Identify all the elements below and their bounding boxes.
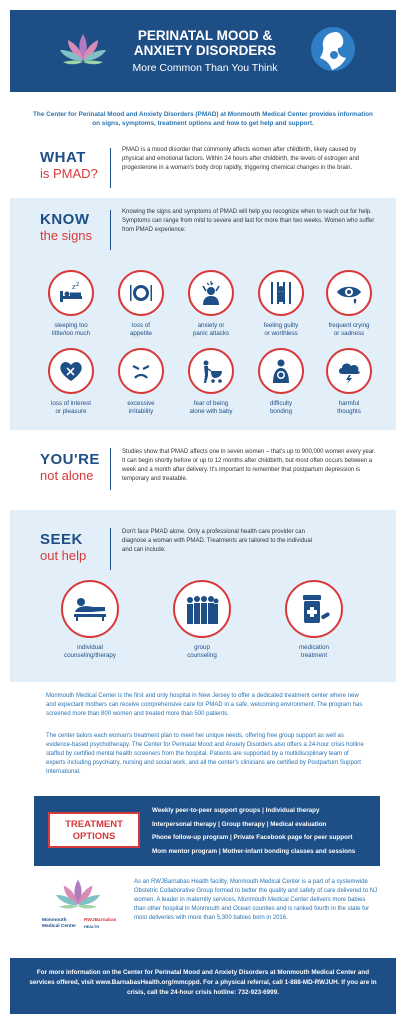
treatment-option-line: Mom mentor program | Mother-infant bonding classes and sessions [152, 847, 356, 855]
sign-label: irritability [128, 408, 154, 415]
sign-label: or sadness [333, 330, 365, 337]
sign-label: appetite [129, 330, 153, 337]
treatment-item [274, 580, 354, 660]
logo-partner-sub: HEALTH [84, 925, 100, 929]
sign-label: alone with baby [189, 408, 233, 415]
seek-subheading: out help [40, 548, 87, 563]
seek-text: Don't face PMAD alone. Only a professional health care provider can diagnose a woman with PMAD. Treatments are tailored to the individual and can include: [122, 529, 313, 553]
sign-item [316, 270, 382, 338]
section-what [10, 136, 396, 200]
sign-label: loss of [132, 322, 150, 329]
sign-item [248, 270, 314, 338]
sign-label: panic attacks [192, 330, 230, 337]
sign-label: frequent crying [328, 322, 370, 329]
sign-label: or pleasure [55, 408, 87, 415]
what-subheading: is PMAD? [40, 166, 98, 181]
alone-text: Studies show that PMAD affects one in seven women – that's up to 900,000 women every year. It can begin shortly before or up to 12 months after childbirth, but most often occurs between a week and a month after delivery. It's important to remember that postpartum depression is temporary and treatable. [122, 449, 376, 482]
sign-item [38, 270, 104, 338]
seek-heading: SEEK [40, 531, 83, 548]
page-title [110, 28, 300, 58]
intro-text: The Center for Perinatal Mood and Anxiety Disorders (PMAD) at Monmouth Medical Center provides information on signs, symptoms, treatment options and how to get help and support. [33, 111, 373, 127]
logo-name-2: Medical Center [42, 924, 77, 929]
know-subheading: the signs [40, 228, 93, 243]
sign-item [108, 270, 174, 338]
treatment-item [50, 580, 130, 660]
sign-label: or worthless [264, 330, 298, 337]
sign-item [108, 348, 174, 416]
plate-icon [128, 280, 154, 306]
divider [110, 210, 111, 250]
heart-icon [58, 358, 84, 384]
storm-cloud-icon [336, 358, 362, 384]
treatment-label: individual [77, 644, 103, 651]
sign-label: difficulty [269, 400, 293, 407]
footer-banner [10, 958, 396, 1014]
sign-label: feeling guilty [263, 322, 299, 329]
angry-face-icon [128, 358, 154, 384]
mother-child-logo-icon [310, 24, 356, 74]
sign-label: thoughts [337, 408, 361, 415]
sign-label: fear of being [193, 400, 229, 407]
section-alone [10, 430, 396, 510]
logo-partner: RWJBarnabas [84, 918, 117, 923]
alone-subheading: not alone [40, 468, 94, 483]
treatment-label: treatment [300, 652, 328, 659]
treatment-option-line: Weekly peer-to-peer support groups | Individual therapy [152, 807, 320, 814]
know-text: Knowing the signs and symptoms of PMAD will help you recognize when to reach out for help. Symptoms can range from mild to severe and last for more than two weeks. Women who suffer from PMAD experience: [122, 209, 375, 233]
section-know [10, 198, 396, 430]
sign-label: sleeping too [54, 322, 88, 329]
treatment-option-line: Interpersonal therapy | Group therapy | Medical evaluation [152, 820, 327, 828]
divider [110, 528, 111, 570]
sign-label: bonding [269, 408, 293, 415]
bars-icon [268, 280, 294, 306]
what-text: PMAD is a mood disorder that commonly affects women after childbirth, likely caused by physical and emotional factors. Within 24 hours after childbirth, the levels of estrogen and progesterone in a woman's body drop rapidly, triggering chemical changes in the brain. [122, 147, 360, 171]
section-seek [10, 510, 396, 682]
group-icon [185, 592, 219, 626]
monmouth-logo [42, 876, 117, 940]
treatment-option-line: Phone follow-up program | Private Facebook page for peer support [152, 834, 353, 841]
sign-item [178, 270, 244, 338]
sign-item [38, 348, 104, 416]
treatment-label: medication [299, 644, 329, 651]
header-banner [10, 10, 396, 92]
treatment-label: group [194, 644, 210, 651]
body-paragraph-2: The center tailors each woman's treatment plan to meet her unique needs, offering free group support as well as evidence-based psychotherapy. The Center for Perinatal Mood and Anxiety Disorders also offers a 24-hour crisis hotline staffed by certified mental health screeners from the hospital. Patients are supported by a multidisciplinary team of experts including psychiatry, nursing and social work, and all the center's clinicians are certified by Postpartum Support International. [46, 733, 364, 775]
lotus-logo-icon [54, 876, 102, 914]
treatment-item [162, 580, 242, 660]
lotus-logo-icon [58, 30, 108, 70]
svg-text:z: z [76, 281, 80, 288]
treatment-options-box [34, 796, 380, 866]
title-line-2: ANXIETY DISORDERS [133, 43, 277, 58]
infographic [10, 10, 396, 1014]
sign-item [178, 348, 244, 416]
sleep-icon [58, 280, 84, 306]
logo-name-1: Monmouth [42, 918, 67, 923]
anxiety-icon [198, 280, 224, 306]
know-heading: KNOW [40, 211, 90, 228]
sign-label: excessive [127, 400, 155, 407]
treatment-options-label: TREATMENT OPTIONS [48, 812, 140, 848]
sign-label: anxiety or [197, 322, 225, 329]
treatment-options-list [152, 804, 377, 858]
title-line-1: PERINATAL MOOD & [137, 28, 273, 43]
couch-icon [73, 592, 107, 626]
sign-label: loss of interest [51, 400, 91, 407]
mother-baby-icon [268, 358, 294, 384]
body-paragraph-1: Monmouth Medical Center is the first and only hospital in New Jersey to offer a dedicated treatment center where new and expectant mothers can receive comprehensive care for PMAD in a safe, welcoming environment. The program has screened more than 800 women and treated more than 500 patients. [46, 693, 363, 717]
treatment-label: counseling [187, 652, 217, 659]
sign-item [248, 348, 314, 416]
sign-label: little/too much [51, 330, 91, 337]
stroller-icon [198, 358, 224, 384]
pill-bottle-icon [297, 592, 331, 626]
svg-text:z: z [72, 283, 76, 291]
sign-item [316, 348, 382, 416]
page-subtitle: More Common Than You Think [132, 62, 278, 74]
rwjbarnabas-paragraph: As an RWJBarnabas Health facility, Monmouth Medical Center is a part of a systemwide Obstetric Collaborative Group formed to better the quality and safety of care delivered to NJ women. A leader in maternity services, Monmouth Medical Center delivers more babies than other hospital in Monmouth and Ocean counties and is ranked fourth in the state for most deliveries with more than 5,300 babies born in 2016. [134, 879, 378, 921]
footer-text: For more information on the Center for Perinatal Mood and Anxiety Disorders at Monmouth Medical Center and services offered, visit www.BarnabasHealth.org/mmcppd. For a physical referral, call 1-888-MD-RWJUH. If you are in crisis, call the 24-hour crisis hotline: 732-923-6999. [29, 969, 377, 996]
alone-heading: YOU'RE [40, 451, 100, 468]
what-heading: WHAT [40, 149, 86, 166]
divider [110, 448, 111, 490]
eye-icon [336, 280, 362, 306]
divider [110, 148, 111, 188]
treatment-label: counseling/therapy [64, 652, 116, 659]
sign-label: harmful [338, 400, 360, 407]
